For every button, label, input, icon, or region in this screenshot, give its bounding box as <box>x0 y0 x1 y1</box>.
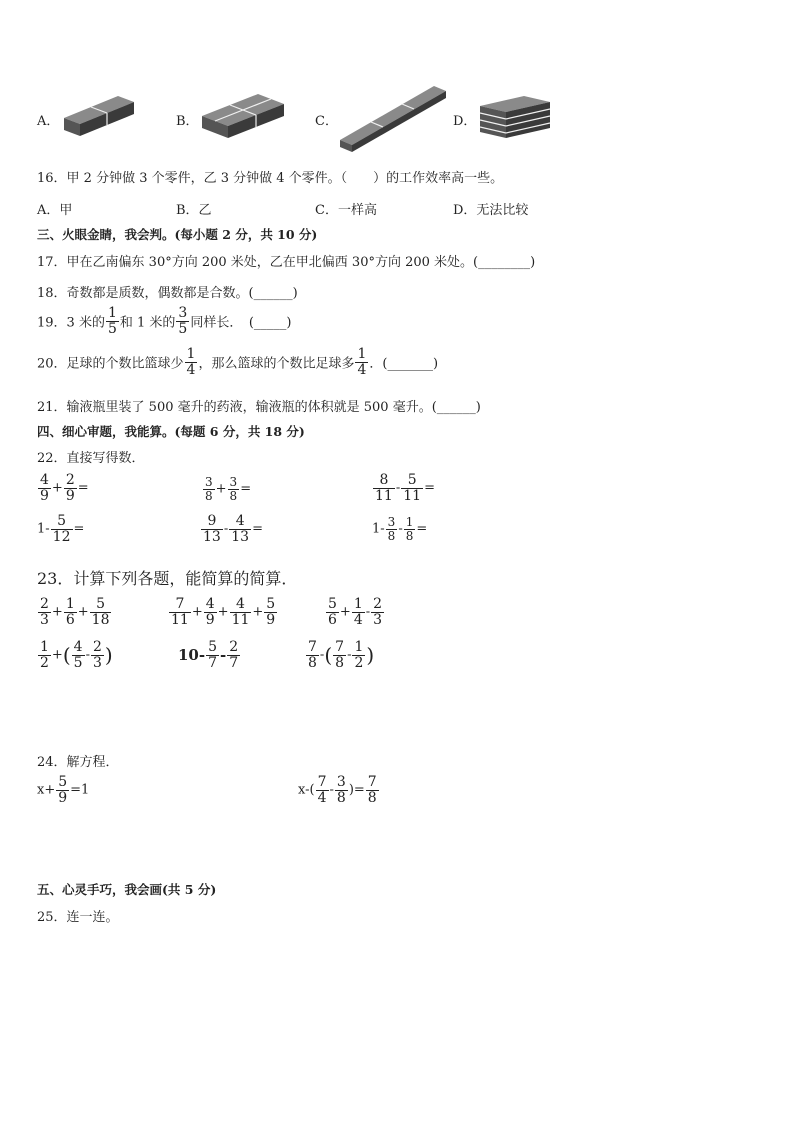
q23-expr-5: 10- $\frac{5}{7}$ - $\frac{2}{7}$ <box>178 639 239 671</box>
question-25-title: 25．连一连。 <box>37 910 119 925</box>
q24-equation-2: x-( $\frac{7}{4}$ - $\frac{3}{8}$ )= $\frac{7}{8}$ <box>298 774 377 806</box>
q16-option-d: D．无法比较 <box>453 203 529 218</box>
option-a-label: A． <box>37 114 60 129</box>
option-d-label: D． <box>453 114 477 129</box>
q16-option-c: C．一样高 <box>315 203 377 218</box>
question-19: 19．3 米的 $\frac{1}{5}$ 和 1 米的 $\frac{3}{5}$ 同样长． (_____) <box>37 305 292 337</box>
section-4-title: 四、细心审题，我能算。(每题 6 分，共 18 分) <box>37 424 305 439</box>
fraction: $\frac{1}{5}$ <box>107 305 117 337</box>
q22-expr-1: $\frac{4}{9}$ + $\frac{2}{9}$ = <box>40 472 89 504</box>
long-cuboid-icon <box>338 82 450 154</box>
question-20: 20．足球的个数比篮球少 $\frac{1}{4}$ ，那么篮球的个数比足球多 $\frac{1}{4}$ ．(_______) <box>37 346 439 378</box>
q23-expr-6: $\frac{7}{8}$ -( $\frac{7}{8}$ - $\frac{1}{2}$ ) <box>308 639 375 671</box>
option-c-label: C． <box>315 114 338 129</box>
question-18: 18．奇数都是质数，偶数都是合数。(______) <box>37 286 298 301</box>
q24-equation-1: x+ $\frac{5}{9}$ =1 <box>37 774 90 806</box>
four-cuboids-icon <box>200 90 288 140</box>
q23-expr-3: $\frac{5}{6}$ + $\frac{1}{4}$ - $\frac{2}{3}$ <box>328 596 383 628</box>
option-b-label: B． <box>176 114 199 129</box>
question-16: 16．甲 2 分钟做 3 个零件，乙 3 分钟做 4 个零件。（ ）的工作效率高一些。 <box>37 171 504 186</box>
two-cuboids-icon <box>62 92 136 138</box>
question-23-title: 23．计算下列各题，能简算的简算． <box>37 569 298 588</box>
q16-option-a: A．甲 <box>37 203 73 218</box>
question-21: 21．输液瓶里装了 500 毫升的药液，输液瓶的体积就是 500 毫升。(______) <box>37 400 481 415</box>
q22-expr-2: $\frac{3}{8}$ + $\frac{3}{8}$ = <box>205 475 252 503</box>
fraction: $\frac{1}{4}$ <box>357 346 367 378</box>
stacked-cuboids-icon <box>478 94 552 140</box>
fraction: $\frac{1}{4}$ <box>186 346 196 378</box>
section-5-title: 五、心灵手巧，我会画(共 5 分) <box>37 882 217 897</box>
q22-expr-6: 1- $\frac{3}{8}$ - $\frac{1}{8}$ = <box>372 515 428 543</box>
fraction: $\frac{3}{5}$ <box>178 305 188 337</box>
q22-expr-5: $\frac{9}{13}$ - $\frac{4}{13}$ = <box>203 513 263 545</box>
q23-expr-1: $\frac{2}{3}$ + $\frac{1}{6}$ + $\frac{5}{18}$ <box>40 596 110 628</box>
question-24-title: 24．解方程． <box>37 755 119 770</box>
q16-option-b: B．乙 <box>176 203 212 218</box>
section-3-title: 三、火眼金睛，我会判。(每小题 2 分，共 10 分) <box>37 227 318 242</box>
q22-expr-4: 1- $\frac{5}{12}$ = <box>37 513 85 545</box>
question-22-title: 22．直接写得数． <box>37 451 145 466</box>
q22-expr-3: $\frac{8}{11}$ - $\frac{5}{11}$ = <box>375 472 435 504</box>
q23-expr-4: $\frac{1}{2}$ +( $\frac{4}{5}$ - $\frac{2}{3}$ ) <box>40 639 113 671</box>
question-17: 17．甲在乙南偏东 30°方向 200 米处，乙在甲北偏西 30°方向 200 米处。(________) <box>37 255 536 270</box>
q23-expr-2: $\frac{7}{11}$ + $\frac{4}{9}$ + $\frac{4}{11}$ + $\frac{5}{9}$ <box>171 596 276 628</box>
